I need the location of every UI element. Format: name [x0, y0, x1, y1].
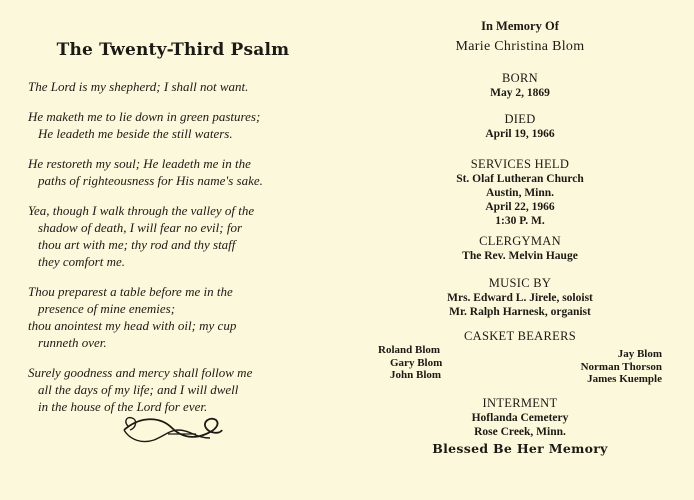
services-section — [368, 157, 672, 228]
interment-label: INTERMENT — [482, 396, 558, 410]
psalm-line: in the house of the Lord for ever. — [38, 399, 208, 414]
born-date: May 2, 1869 — [490, 87, 550, 99]
interment-cemetery: Hoflanda Cemetery — [471, 412, 569, 424]
psalm-line: The Lord is my shepherd; I shall not want. — [28, 79, 249, 94]
bearer-name: Gary Blom — [390, 356, 443, 369]
psalm-stanza — [28, 364, 328, 415]
music-label: MUSIC BY — [488, 276, 552, 290]
psalm-title: The Twenty-Third Psalm — [56, 40, 290, 60]
closing-section — [368, 442, 672, 456]
services-time: 1:30 P. M. — [495, 215, 545, 227]
psalm-line: thou art with me; thy rod and thy staff — [38, 237, 236, 252]
clergy-label: CLERGYMAN — [479, 234, 561, 248]
bearer-name: Norman Thorson — [580, 360, 662, 373]
psalm-line: He restoreth my soul; He leadeth me in the — [28, 156, 251, 171]
psalm-panel — [28, 40, 328, 428]
psalm-line: they comfort me. — [38, 254, 126, 269]
died-section — [368, 112, 672, 141]
bearers-label: CASKET BEARERS — [464, 329, 576, 343]
clergy-section — [368, 234, 672, 263]
music-organist: Mr. Ralph Harnesk, organist — [449, 306, 591, 318]
services-label: SERVICES HELD — [470, 157, 570, 171]
psalm-line: He maketh me to lie down in green pastures; — [28, 109, 261, 124]
deceased-name: Marie Christina Blom — [455, 39, 585, 54]
psalm-stanza — [28, 283, 328, 351]
psalm-line: He leadeth me beside the still waters. — [38, 126, 233, 141]
bearers-list — [368, 344, 672, 385]
services-church: St. Olaf Lutheran Church — [456, 173, 584, 185]
psalm-line: presence of mine enemies; — [38, 301, 176, 316]
memorial-header — [368, 18, 672, 56]
clergy-name: The Rev. Melvin Hauge — [462, 250, 578, 262]
music-soloist: Mrs. Edward L. Jirele, soloist — [447, 292, 593, 304]
psalm-line: Surely goodness and mercy shall follow me — [28, 365, 253, 380]
psalm-stanza — [28, 202, 328, 270]
died-date: April 19, 1966 — [485, 128, 555, 140]
psalm-stanza — [28, 78, 328, 95]
psalm-line: paths of righteousness for His name's sake. — [38, 173, 263, 188]
in-memory-heading: In Memory Of — [481, 19, 559, 33]
interment-city: Rose Creek, Minn. — [474, 426, 566, 438]
interment-section — [368, 396, 672, 439]
closing-line: Blessed Be Her Memory — [432, 441, 608, 456]
bearer-name: James Kuemple — [587, 373, 662, 385]
died-label: DIED — [504, 112, 536, 126]
music-section — [368, 276, 672, 319]
bearer-name: Jay Blom — [617, 348, 662, 360]
psalm-stanza — [28, 108, 328, 142]
services-date: April 22, 1966 — [485, 201, 555, 213]
born-section — [368, 71, 672, 100]
bearer-name: John Blom — [390, 369, 442, 381]
born-label: BORN — [502, 71, 538, 85]
bearers-section — [368, 329, 672, 385]
psalm-line: Yea, though I walk through the valley of the — [28, 203, 255, 218]
psalm-line: all the days of my life; and I will dwell — [38, 382, 239, 397]
psalm-line: shadow of death, I will fear no evil; for — [38, 220, 243, 235]
bearer-name: Roland Blom — [378, 344, 441, 356]
psalm-line: runneth over. — [38, 335, 107, 350]
psalm-stanza — [28, 155, 328, 189]
services-city: Austin, Minn. — [485, 187, 555, 199]
flourish-ornament-icon — [120, 410, 225, 450]
psalm-line: Thou preparest a table before me in the — [28, 284, 233, 299]
psalm-line: thou anointest my head with oil; my cup — [28, 318, 237, 333]
